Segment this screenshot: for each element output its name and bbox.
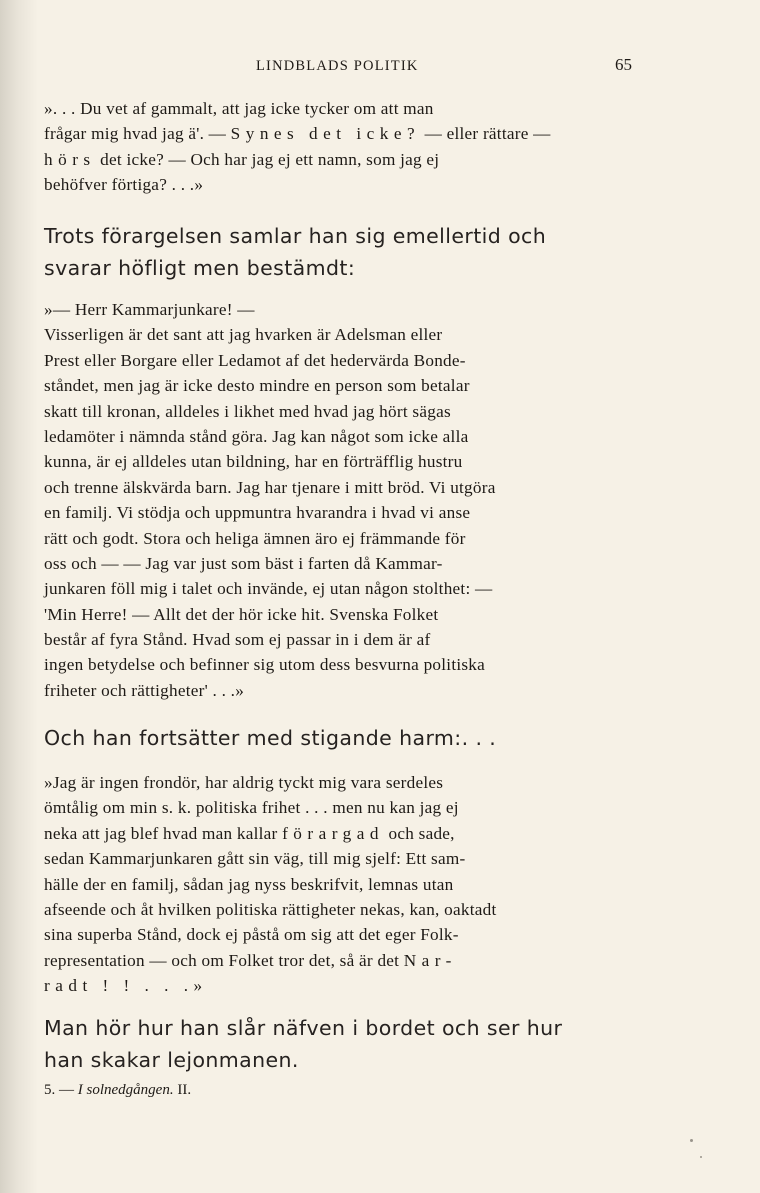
emphasis-text: Synes det icke? xyxy=(230,124,421,144)
paragraph-3 xyxy=(44,770,640,999)
text-line: afseende och åt hvilken politiska rättigheter nekas, kan, oaktadt xyxy=(44,899,497,919)
page-number: 65 xyxy=(615,55,632,74)
signature-number: 5. xyxy=(44,1082,56,1098)
binding-shadow xyxy=(0,0,38,1193)
commentary-1 xyxy=(44,220,644,284)
book-page xyxy=(44,0,744,1193)
text-span: det icke? — Och har jag ej ett namn, som jag ej xyxy=(100,149,440,169)
text-line: oss och — — Jag var just som bäst i farten då Kammar- xyxy=(44,553,443,573)
text-line: och trenne älskvärda barn. Jag har tjenare i mitt bröd. Vi utgöra xyxy=(44,477,496,497)
text-line: 'Min Herre! — Allt det der hör icke hit. Svenska Folket xyxy=(44,604,439,624)
text-line: ömtålig om min s. k. politiska frihet . . . men nu kan jag ej xyxy=(44,798,459,818)
signature-dash: — xyxy=(59,1082,74,1098)
book-title: I solnedgången. xyxy=(77,1082,174,1098)
emphasis-text: hörs xyxy=(44,149,96,169)
commentary-line: Trots förargelsen samlar han sig emellertid och xyxy=(44,224,547,248)
text-line: junkaren föll mig i talet och invände, ej utan någon stolthet: — xyxy=(44,579,493,599)
text-line xyxy=(44,147,640,172)
paragraph-2 xyxy=(44,297,640,703)
text-line: ». . . Du vet af gammalt, att jag icke tycker om att man xyxy=(44,99,434,118)
text-line: radt ! ! . . .» xyxy=(44,976,208,996)
text-span: och sade, xyxy=(388,823,455,843)
text-line: skatt till kronan, alldeles i likhet med hvad jag hört sägas xyxy=(44,401,451,421)
text-line: sedan Kammarjunkaren gått sin väg, till mig sjelf: Ett sam- xyxy=(44,849,466,869)
text-line xyxy=(44,948,640,973)
commentary-line: han skakar lejonmanen. xyxy=(44,1048,299,1072)
volume-number: II. xyxy=(177,1082,192,1098)
commentary-3 xyxy=(44,1012,644,1076)
commentary-line: Man hör hur han slår näfven i bordet och ser hur xyxy=(44,1016,563,1040)
text-line: behöfver förtiga? . . .» xyxy=(44,175,204,195)
emphasis-text: förargad xyxy=(282,823,384,843)
commentary-2 xyxy=(44,722,644,754)
paragraph-1 xyxy=(44,96,640,198)
text-span: representation — och om Folket tror det, så är det xyxy=(44,950,400,970)
text-span: — eller rättare — xyxy=(424,124,551,144)
text-line xyxy=(44,821,640,846)
text-line: en familj. Vi stödja och uppmuntra hvarandra i hvad vi anse xyxy=(44,503,471,523)
running-title: LINDBLADS POLITIK xyxy=(256,58,419,74)
text-line: Prest eller Borgare eller Ledamot af det hedervärda Bonde- xyxy=(44,350,466,370)
text-span: neka att jag blef hvad man kallar xyxy=(44,823,278,843)
text-line: hälle der en familj, sådan jag nyss beskrifvit, lemnas utan xyxy=(44,874,454,894)
commentary-line: Och han fortsätter med stigande harm:. . . xyxy=(44,726,497,750)
text-line: »Jag är ingen frondör, har aldrig tyckt mig vara serdeles xyxy=(44,773,444,792)
text-line: kunna, är ej alldeles utan bildning, har en förträfflig hustru xyxy=(44,452,463,472)
text-line: består af fyra Stånd. Hvad som ej passar in i dem är af xyxy=(44,630,431,650)
paper-speck xyxy=(690,1139,693,1142)
text-line: friheter och rättigheter' . . .» xyxy=(44,680,245,700)
text-line: Visserligen är det sant att jag hvarken är Adelsman eller xyxy=(44,325,443,345)
text-line: sina superba Stånd, dock ej påstå om sig att det eger Folk- xyxy=(44,925,459,945)
paper-speck xyxy=(700,1156,702,1158)
sheet-signature xyxy=(44,1082,191,1099)
text-line: ledamöter i nämnda stånd göra. Jag kan något som icke alla xyxy=(44,426,469,446)
text-line: rätt och godt. Stora och heliga ämnen äro ej främmande för xyxy=(44,528,466,548)
text-line: ingen betydelse och befinner sig utom dess besvurna politiska xyxy=(44,655,486,675)
commentary-line: svarar höfligt men bestämdt: xyxy=(44,256,356,280)
emphasis-text: Nar- xyxy=(403,950,457,970)
text-line: ståndet, men jag är icke desto mindre en person som betalar xyxy=(44,376,470,396)
text-span: frågar mig hvad jag ä'. — xyxy=(44,124,227,144)
text-line xyxy=(44,121,640,146)
text-line: »— Herr Kammarjunkare! — xyxy=(44,300,255,319)
